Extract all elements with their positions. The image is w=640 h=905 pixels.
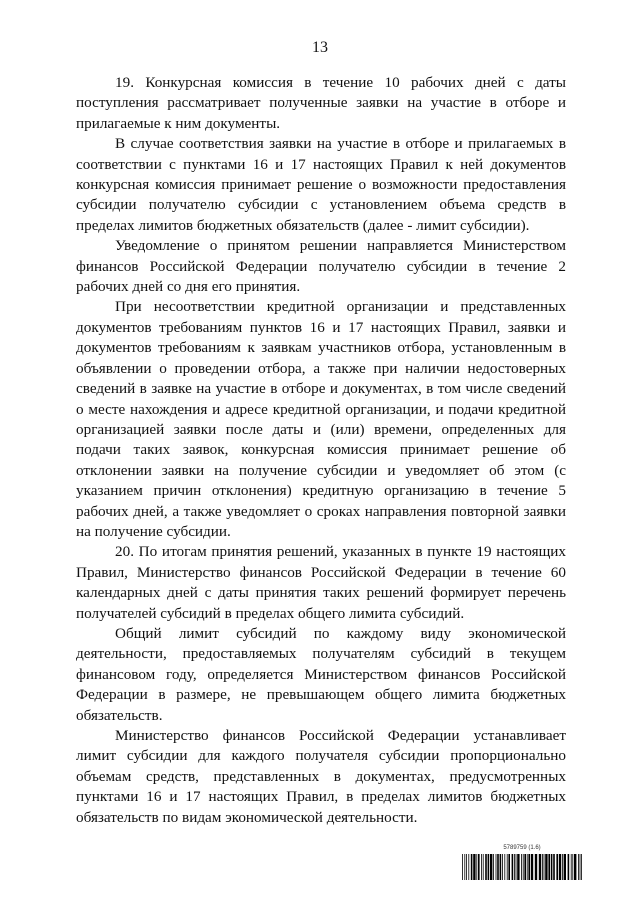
document-body xyxy=(76,73,566,828)
barcode-caption: 5789759 (1.6) xyxy=(503,845,541,851)
paragraph-19-notification: Уведомление о принятом решении направляется Министерством финансов Российской Федерации получателю субсидии в течение 2 рабочих дней со дня его принятия. xyxy=(76,237,566,296)
paragraph-19-rejection: При несоответствии кредитной организации и представленных документов требованиям пунктов 16 и 17 настоящих Правил, заявки и документов требованиям к заявкам участников отбора, установленным в объявлении о проведении отбора, а также при наличии недостоверных сведений в заявке на участие в отборе и документах, в том числе сведений о месте нахождения и адресе кредитной организации, и подачи кредитной организацией заявки после даты и (или) времени, определенных для подачи таких заявок, конкурсная комиссия принимает решение об отклонении заявки на получение субсидии и уведомляет об этом (с указанием причин отклонения) кредитную организацию в течение 5 рабочих дней, а также уведомляет о сроках направления повторной заявки на получение субсидии. xyxy=(76,298,566,540)
page-number: 13 xyxy=(312,39,328,56)
paragraph-20-total-limit: Общий лимит субсидий по каждому виду экономической деятельности, предоставляемых получателям субсидий в текущем финансовом году, определяется Министерством финансов Российской Федерации в размере, не превышающем общего лимита бюджетных обязательств. xyxy=(76,624,566,724)
barcode-icon xyxy=(462,854,582,880)
document-barcode xyxy=(462,845,582,885)
paragraph-20: 20. По итогам принятия решений, указанных в пункте 19 настоящих Правил, Министерство финансов Российской Федерации в течение 60 календарных дней с даты принятия таких решений формирует перечень получателей субсидий в пределах общего лимита субсидий. xyxy=(76,543,566,622)
paragraph-20-recipient-limit: Министерство финансов Российской Федерации устанавливает лимит субсидии для каждого получателя субсидии пропорционально объемам средств, представленных в документах, предусмотренных пунктами 16 и 17 настоящих Правил, в пределах лимитов бюджетных обязательств по видам экономической деятельности. xyxy=(76,727,566,826)
paragraph-19: 19. Конкурсная комиссия в течение 10 рабочих дней с даты поступления рассматривает полученные заявки на участие в отборе и прилагаемые к ним документы. xyxy=(76,74,566,132)
paragraph-19-compliance: В случае соответствия заявки на участие в отборе и прилагаемых в соответствии с пунктами 16 и 17 настоящих Правил к ней документов конкурсная комиссия принимает решение о возможности предоставления субсидии получателю субсидии с установлением объема средств в пределах лимитов бюджетных обязательств (далее - лимит субсидии). xyxy=(76,135,566,234)
